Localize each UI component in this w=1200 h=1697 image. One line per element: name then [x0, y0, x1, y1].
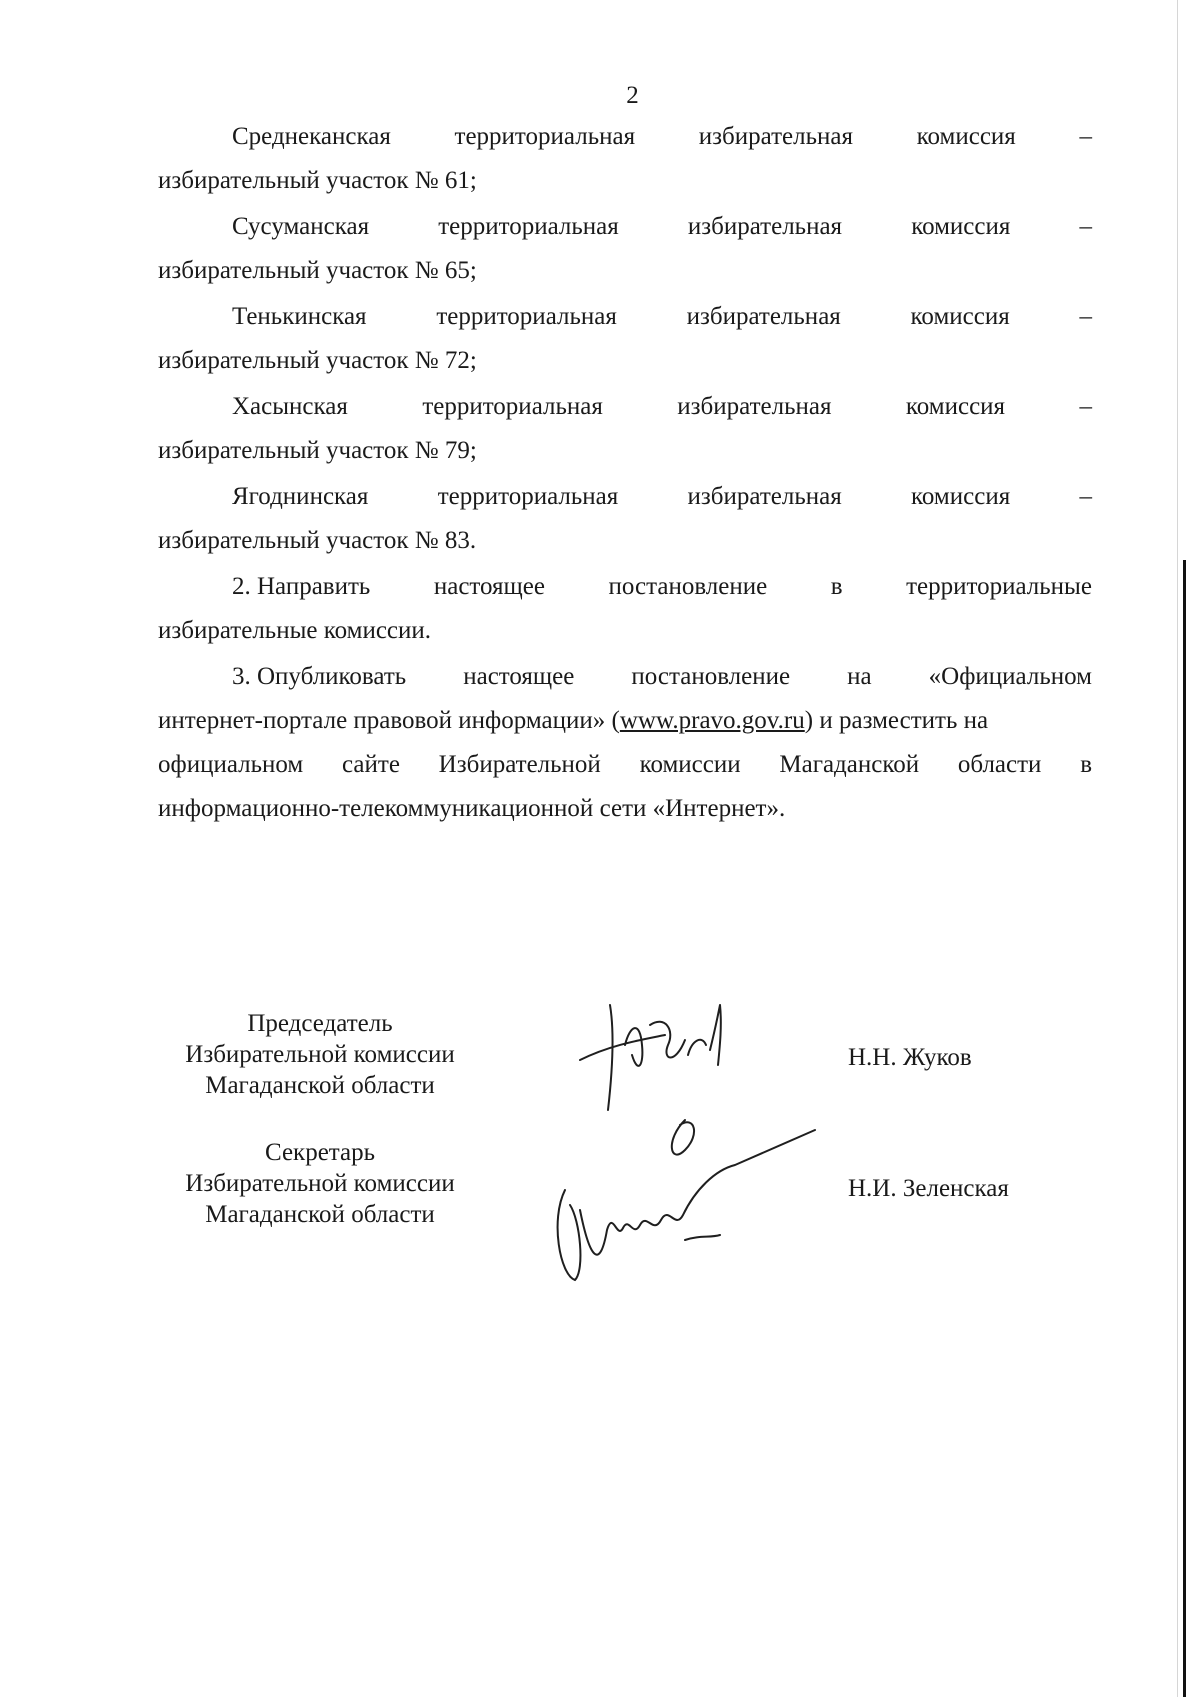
page-number: 2 — [626, 82, 639, 109]
chairman-name: Н.Н. Жуков — [848, 1044, 972, 1071]
commission-paragraph — [158, 205, 1092, 293]
pravo-gov-link[interactable]: www.pravo.gov.ru — [619, 707, 805, 734]
commission-name: Ягоднинская — [232, 483, 369, 510]
commission-word: территориальная — [437, 483, 619, 510]
item-3-word: сайте — [342, 751, 400, 778]
commission-word: территориальная — [422, 393, 603, 420]
signatory-title-line: Избирательной комиссии — [185, 1041, 455, 1068]
commission-word: избирательная — [677, 393, 832, 420]
commission-word: территориальная — [438, 213, 619, 240]
commission-name: Сусуманская — [232, 213, 370, 240]
item-3-word: области — [957, 751, 1042, 778]
item-3-line-3 — [158, 743, 1092, 787]
commission-word: комиссия — [911, 483, 1011, 510]
polling-station-line: избирательный участок № 79; — [158, 437, 477, 464]
commission-name: Среднеканская — [232, 123, 391, 150]
item-3-word: «Официальном — [928, 663, 1092, 690]
chairman-title — [150, 1008, 490, 1101]
item-3-word: на — [847, 663, 872, 690]
item-3-word: настоящее — [463, 663, 575, 690]
commission-word: комиссия — [911, 213, 1011, 240]
commission-paragraph — [158, 385, 1092, 473]
item-2-word: настоящее — [433, 573, 545, 600]
commission-word: избирательная — [687, 213, 843, 240]
commission-word: комиссия — [910, 303, 1010, 330]
chairman-signature — [570, 985, 750, 1120]
item-3-line-4: информационно-телекоммуникационной сети «Интернет». — [158, 795, 786, 822]
polling-station-line: избирательный участок № 65; — [158, 257, 477, 284]
signatory-title-line: Избирательной комиссии — [185, 1170, 455, 1197]
item-2-word: постановление — [608, 573, 768, 600]
signatory-title-line: Магаданской области — [205, 1072, 435, 1099]
commission-name: Тенькинская — [232, 303, 367, 330]
commission-dash: – — [1079, 483, 1092, 510]
item-3-text: интернет-портале правовой информации» ( — [158, 707, 620, 734]
commission-name: Хасынская — [232, 393, 348, 420]
commission-word: комиссия — [905, 393, 1006, 420]
item-2-line-2: избирательные комиссии. — [158, 617, 432, 644]
commission-dash: – — [1079, 303, 1092, 330]
polling-station-line: избирательный участок № 83. — [158, 527, 477, 554]
signatory-title-line: Магаданской области — [205, 1201, 435, 1228]
commission-paragraph — [158, 115, 1092, 203]
polling-station-line: избирательный участок № 72; — [158, 347, 477, 374]
commission-dash: – — [1079, 123, 1092, 150]
item-3-paragraph — [158, 655, 1092, 831]
secretary-title — [150, 1137, 490, 1230]
item-2-word: 2. Направить — [232, 573, 371, 600]
commission-word: территориальная — [436, 303, 617, 330]
item-3-word: в — [1080, 751, 1092, 778]
commission-paragraph — [158, 295, 1092, 383]
item-3-word: Магаданской — [779, 751, 920, 778]
item-2-paragraph — [158, 565, 1092, 653]
signatory-title-line: Секретарь — [264, 1139, 376, 1166]
commission-word: комиссия — [916, 123, 1016, 150]
item-3-word: 3. Опубликовать — [232, 663, 407, 690]
commission-word: территориальная — [454, 123, 636, 150]
secretary-name: Н.И. Зеленская — [848, 1175, 1009, 1202]
commission-dash: – — [1079, 393, 1092, 420]
commission-dash: – — [1079, 213, 1092, 240]
item-3-text: ) и разместить на — [804, 707, 989, 734]
signatory-title-line: Председатель — [247, 1010, 393, 1037]
polling-station-line: избирательный участок № 61; — [158, 167, 477, 194]
item-2-word: территориальные — [906, 573, 1092, 600]
commission-word: избирательная — [686, 303, 841, 330]
scan-edge-bar — [1183, 560, 1186, 1697]
item-3-word: комиссии — [639, 751, 741, 778]
commission-word: избирательная — [698, 123, 853, 150]
item-3-line-2 — [158, 699, 1092, 743]
item-3-word: постановление — [631, 663, 791, 690]
scan-edge-line — [1177, 0, 1178, 1697]
item-3-word: Избирательной — [438, 751, 601, 778]
secretary-signature — [545, 1110, 825, 1285]
commission-word: избирательная — [687, 483, 842, 510]
item-3-word: официальном — [158, 751, 304, 778]
commission-paragraph — [158, 475, 1092, 563]
item-2-word: в — [830, 573, 843, 600]
